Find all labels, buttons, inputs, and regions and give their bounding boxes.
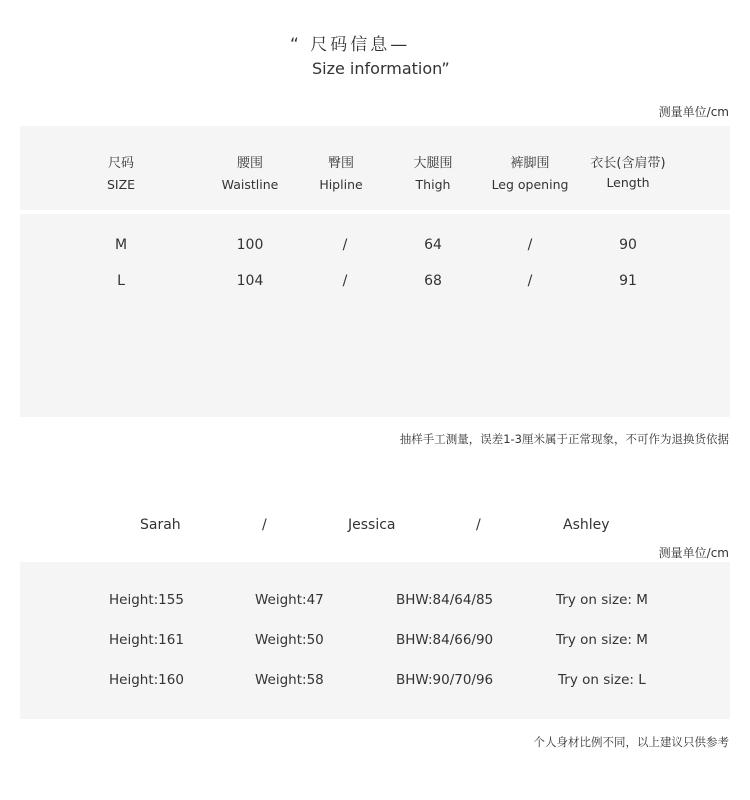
header-thigh: 大腿围 Thigh (413, 156, 453, 192)
header-size: 尺码 SIZE (106, 156, 136, 192)
model-separator: / (262, 517, 267, 533)
model-separator: / (476, 517, 481, 533)
title-english: Size information” (312, 59, 450, 78)
header-leg-opening: 裤脚围 Leg opening (491, 156, 569, 192)
unit-label: 测量单位/cm (658, 105, 729, 119)
measure-note: 抽样手工测量，误差1-3厘米属于正常现象，不可作为退换货依据 (399, 432, 729, 446)
model-name: Sarah (140, 517, 181, 533)
size-table-body: M 100 / 64 / 90 L 104 / 68 / 91 (20, 214, 730, 417)
size-table-header (20, 126, 730, 210)
model-note: 个人身材比例不同，以上建议只供参考 (533, 735, 729, 749)
model-stats-panel: Height:155 Weight:47 BHW:84/64/85 Try on size: M Height:161 Weight:50 BHW:84/66/90 Try on size: M Height:160 Weight:58 BHW:90/70/96 Try on size: L (20, 562, 730, 719)
header-waistline: 腰围 Waistline (221, 156, 279, 192)
unit-label: 测量单位/cm (658, 546, 729, 560)
model-name: Ashley (563, 517, 610, 533)
header-hipline: 臀围 Hipline (319, 156, 363, 192)
title-chinese: “ 尺码信息— (290, 35, 411, 55)
model-name: Jessica (348, 517, 396, 533)
header-length: 衣长(含肩带) Length (590, 156, 666, 190)
